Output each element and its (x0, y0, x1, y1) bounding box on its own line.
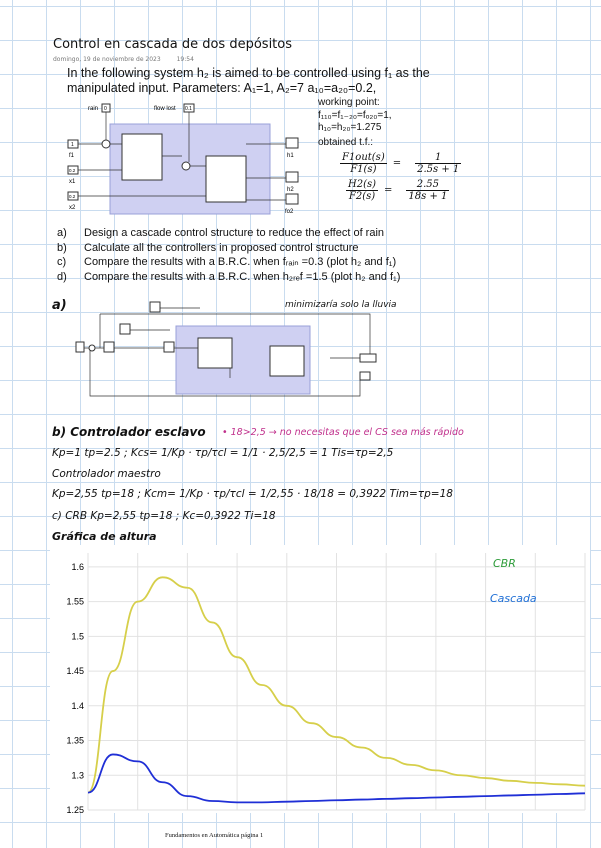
output-h1-label: h1 (287, 153, 294, 159)
output-fo2-label: fo2 (285, 209, 294, 215)
y-tick-label: 1.55 (66, 596, 84, 607)
tf2-rhs (406, 179, 449, 202)
note-b-pink: • 18>2,5 → no necesitas que el CS sea más rápido (222, 427, 464, 438)
cascade-block (104, 342, 114, 352)
cascade-tank-2 (270, 346, 304, 376)
cascade-scope (360, 372, 370, 380)
problem-statement (67, 66, 447, 96)
task-text: Design a cascade control structure to reduce the effect of rain (84, 227, 385, 239)
rain-label: rain (88, 106, 99, 112)
scope-fo2 (286, 194, 298, 204)
y-tick-label: 1.4 (71, 700, 84, 711)
equals-sign: = (384, 185, 393, 196)
tf1-lhs (340, 152, 387, 175)
input-x2-value: 0.2 (69, 194, 76, 199)
task-text: Compare the results with a B.R.C. when h₂ᵣₑf =1.5 (plot h₂ and f₁) (84, 270, 401, 283)
task-item (57, 241, 400, 256)
input-x2-label: x2 (69, 205, 76, 211)
note-a-text: minimizaría solo la lluvia (285, 300, 397, 310)
task-item (57, 226, 400, 241)
flow-lost-label: flow lost (154, 106, 176, 112)
tf1-rhs (415, 152, 461, 175)
legend-cbr: CBR (493, 557, 516, 570)
task-list (57, 226, 400, 284)
scope-h1 (286, 138, 298, 148)
y-tick-label: 1.3 (71, 770, 84, 781)
date-text: domingo, 19 de noviembre de 2023 (53, 56, 161, 63)
master-controller-line: Kp=2,55 tp=18 ; Kcm= 1/Kp · τp/τcl = 1/2,55 · 18/18 = 0,3922 Tim=τp=18 (52, 488, 453, 500)
task-text: Compare the results with a B.R.C. when fᵣₐᵢₙ =0.3 (plot h₂ and f₁) (84, 256, 397, 268)
cascade-block (150, 302, 160, 312)
simulink-diagram-cascade (60, 298, 390, 408)
rain-value: 0 (104, 106, 107, 112)
input-x1-value: 0.2 (69, 168, 76, 173)
problem-line-2: manipulated input. Parameters: A₁=1, A₂=7 a₁₀=a₂₀=0.2, (67, 81, 377, 95)
working-point-line-2: h₁₀=h₂₀=1.275 (318, 122, 382, 133)
tf1-rhs-den: 2.5s + 1 (417, 164, 460, 175)
plot-title: Gráfica de altura (52, 530, 157, 543)
tf2-lhs-num: H2(s) (348, 179, 377, 190)
slave-controller-line: Kp=1 tp=2.5 ; Kcs= 1/Kp · τp/τcl = 1/1 · 2,5/2,5 = 1 Tis=τp=2,5 (52, 447, 394, 459)
note-a-label: a) (52, 298, 67, 313)
y-tick-label: 1.45 (66, 666, 84, 677)
flow-lost-value: 0.1 (185, 106, 192, 112)
task-letter: a) (57, 227, 67, 239)
tf2-rhs-den: 18s + 1 (408, 191, 448, 202)
task-letter: b) (57, 241, 67, 254)
task-letter: d) (57, 270, 67, 283)
y-tick-label: 1.6 (71, 561, 84, 572)
input-f1-label: f1 (69, 153, 75, 159)
task-item (57, 255, 400, 270)
y-tick-label: 1.25 (66, 805, 84, 813)
task-letter: c) (57, 256, 67, 268)
legend-cascada: Cascada (490, 592, 537, 605)
scope-h2 (286, 172, 298, 182)
plot-background (50, 545, 590, 813)
y-tick-label: 1.35 (66, 735, 84, 746)
page-footer: Fundamentos en Automática página 1 (165, 832, 264, 839)
tf2-lhs-den: F2(s) (348, 191, 376, 202)
tank-1-block (122, 134, 162, 180)
task-item (57, 270, 400, 285)
tf2-lhs (346, 179, 378, 202)
crb-line: c) CRB Kp=2,55 tp=18 ; Kc=0,3922 Ti=18 (52, 510, 276, 522)
simulink-diagram-system (66, 100, 316, 220)
transfer-functions (340, 152, 461, 206)
sum-block-1 (102, 140, 110, 148)
page-title: Control en cascada de dos depósitos (53, 37, 293, 52)
cascade-block (120, 324, 130, 334)
problem-line-1: In the following system h₂ is aimed to be controlled using f₁ as the (67, 66, 430, 80)
cascade-scope (360, 354, 376, 362)
tf1-lhs-den: F1(s) (350, 164, 377, 175)
tf-row-1 (340, 152, 461, 175)
master-title: Controlador maestro (52, 468, 161, 480)
sum-block-2 (182, 162, 190, 170)
tf-title: obtained t.f.: (318, 136, 374, 148)
input-x1-label: x1 (69, 179, 76, 185)
tank-2-block (206, 156, 246, 202)
input-f1-value: 1 (71, 142, 74, 148)
note-b-label: b) Controlador esclavo (52, 425, 206, 439)
tf1-lhs-num: F1out(s) (342, 152, 385, 163)
y-tick-label: 1.5 (71, 631, 84, 642)
task-text: Calculate all the controllers in proposed control structure (84, 241, 359, 254)
cascade-block (164, 342, 174, 352)
working-point-line-1: f₁₁₀=f₁₋₂₀=fₒ₂₀=1, (318, 109, 392, 121)
page-date (53, 56, 194, 63)
tf2-rhs-num: 2.55 (406, 179, 449, 191)
equals-sign: = (392, 158, 402, 169)
tf-row-2 (340, 179, 461, 202)
time-text: 19:54 (176, 56, 194, 63)
output-h2-label: h2 (287, 187, 294, 193)
cascade-sum (89, 345, 95, 351)
cascade-tank-1 (198, 338, 232, 368)
working-point (318, 97, 458, 149)
working-point-title: working point: (318, 97, 380, 108)
height-plot (50, 545, 590, 813)
tf1-rhs-num: 1 (415, 152, 461, 164)
cascade-block (76, 342, 84, 352)
